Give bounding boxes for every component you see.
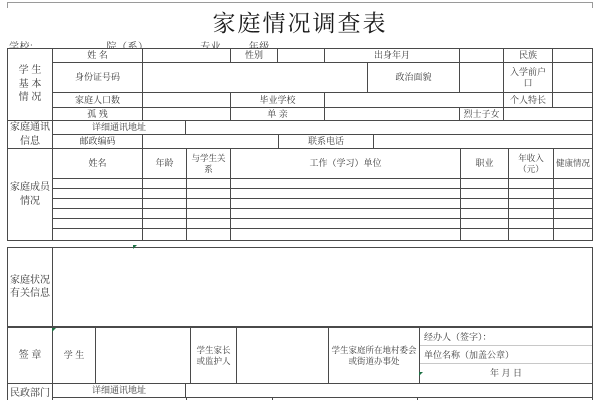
member-empty-row <box>8 219 593 229</box>
student-sign-field[interactable] <box>96 328 191 384</box>
committee-sign-field[interactable] <box>420 328 593 384</box>
martyr-child-label: 烈士子女 <box>460 108 504 121</box>
cell-marker-icon <box>52 328 56 332</box>
member-empty-cell[interactable] <box>554 179 593 189</box>
member-empty-cell[interactable] <box>554 229 593 241</box>
member-empty-row <box>8 229 593 241</box>
member-empty-cell[interactable] <box>231 229 461 241</box>
cell-marker-icon <box>133 245 137 249</box>
member-empty-cell[interactable] <box>461 229 509 241</box>
guardian-sign-label: 学生家长或监护人 <box>191 328 237 384</box>
member-empty-row <box>8 189 593 199</box>
member-empty-cell[interactable] <box>187 209 231 219</box>
gender-field[interactable] <box>278 49 325 63</box>
member-empty-cell[interactable] <box>509 219 554 229</box>
member-empty-cell[interactable] <box>554 209 593 219</box>
detailed-address-label: 详细通讯地址 <box>53 121 186 135</box>
member-col-occupation: 职业 <box>461 149 509 179</box>
member-empty-cell[interactable] <box>53 199 143 209</box>
graduated-school-label: 毕业学校 <box>231 93 325 108</box>
member-empty-cell[interactable] <box>143 219 187 229</box>
id-number-field[interactable] <box>143 63 368 93</box>
member-tbody <box>8 149 593 241</box>
single-parent-label: 单 亲 <box>231 108 325 121</box>
member-empty-cell[interactable] <box>187 189 231 199</box>
member-empty-cell[interactable] <box>187 229 231 241</box>
martyr-child-field[interactable] <box>504 108 593 121</box>
contact-phone-label: 联系电话 <box>279 135 374 149</box>
postal-code-label: 邮政编码 <box>53 135 143 149</box>
member-empty-cell[interactable] <box>509 229 554 241</box>
section-label-student-basic <box>8 49 53 121</box>
postal-code-field[interactable] <box>143 135 279 149</box>
member-empty-cell[interactable] <box>554 199 593 209</box>
member-empty-cell[interactable] <box>53 209 143 219</box>
birth-date-field[interactable] <box>460 49 504 63</box>
member-empty-cell[interactable] <box>461 179 509 189</box>
member-empty-cell[interactable] <box>143 199 187 209</box>
label-line: 家庭成员 <box>10 182 50 193</box>
date-line[interactable]: 年 月 日 <box>489 368 522 378</box>
section-label-signature: 签 章 <box>8 328 53 384</box>
label-line: 家庭通讯 <box>10 122 50 133</box>
member-empty-cell[interactable] <box>509 189 554 199</box>
label-line: 情 况 <box>18 92 42 104</box>
member-empty-cell[interactable] <box>53 189 143 199</box>
member-empty-cell[interactable] <box>187 219 231 229</box>
civil-address-label: 详细通讯地址 <box>53 384 186 398</box>
family-size-field[interactable] <box>143 93 231 108</box>
member-empty-cell[interactable] <box>143 209 187 219</box>
member-empty-cell[interactable] <box>143 179 187 189</box>
member-empty-row <box>8 199 593 209</box>
member-empty-cell[interactable] <box>231 179 461 189</box>
label-line: 情况 <box>20 195 40 207</box>
section-label-civil-affairs: 民政部门 <box>8 384 53 400</box>
member-col-relation: 与学生关系 <box>187 149 231 179</box>
member-empty-cell[interactable] <box>509 209 554 219</box>
name-field[interactable] <box>143 49 231 63</box>
member-empty-cell[interactable] <box>231 199 461 209</box>
civil-address-field[interactable] <box>186 384 593 398</box>
birth-date-label: 出身年月 <box>325 49 460 63</box>
member-empty-row <box>8 179 593 189</box>
family-contact-table <box>7 120 593 149</box>
member-empty-cell[interactable] <box>187 199 231 209</box>
committee-sign-label: 学生家庭所在地村委会或街道办事处 <box>329 328 420 384</box>
member-col-name: 姓名 <box>53 149 143 179</box>
member-empty-cell[interactable] <box>53 219 143 229</box>
member-empty-cell[interactable] <box>53 229 143 241</box>
label-line: 学 生 <box>18 65 42 77</box>
page-title: 家庭情况调查表 <box>212 10 388 36</box>
member-empty-row <box>8 209 593 219</box>
civil-affairs-table <box>7 383 593 400</box>
label-line: 信息 <box>20 135 40 147</box>
member-col-health: 健康情况 <box>554 149 593 179</box>
ethnicity-label: 民族 <box>504 49 553 63</box>
student-basic-table <box>7 48 593 121</box>
family-status-table <box>7 247 593 327</box>
detailed-address-field[interactable] <box>186 121 593 135</box>
label-line: 有关信息 <box>10 288 50 299</box>
ethnicity-field[interactable] <box>553 49 593 63</box>
name-label: 姓 名 <box>53 49 143 63</box>
label-line: 家庭状况 <box>10 274 50 286</box>
section-label-family-status <box>8 248 53 327</box>
orphan-disabled-field[interactable] <box>143 108 231 121</box>
political-status-label: 政治面貌 <box>368 63 460 93</box>
orphan-disabled-label: 孤 残 <box>53 108 143 121</box>
unit-name-line[interactable]: 单位名称（加盖公章） <box>420 346 592 364</box>
family-status-field[interactable] <box>53 248 593 327</box>
member-col-age: 年龄 <box>143 149 187 179</box>
member-empty-cell[interactable] <box>231 209 461 219</box>
section-label-family-members <box>8 149 53 241</box>
personal-specialty-field[interactable] <box>553 93 593 108</box>
member-empty-cell[interactable] <box>143 189 187 199</box>
member-empty-cell[interactable] <box>231 219 461 229</box>
id-number-label: 身份证号码 <box>53 63 143 93</box>
member-empty-cell[interactable] <box>461 199 509 209</box>
member-empty-cell[interactable] <box>461 219 509 229</box>
member-col-work-unit: 工作（学习）单位 <box>231 149 461 179</box>
student-sign-label: 学 生 <box>53 328 96 384</box>
signature-table <box>7 327 593 384</box>
single-parent-field[interactable] <box>325 108 460 121</box>
label-line: 基 本 <box>18 78 42 90</box>
pre-admission-residence-label: 入学前户口 <box>504 63 553 93</box>
member-empty-cell[interactable] <box>554 219 593 229</box>
member-empty-cell[interactable] <box>143 229 187 241</box>
member-empty-cell[interactable] <box>231 189 461 199</box>
pre-admission-residence-field[interactable] <box>553 63 593 93</box>
member-col-income: 年收入（元） <box>509 149 554 179</box>
guardian-sign-field[interactable] <box>237 328 329 384</box>
cell-marker-icon <box>419 372 423 376</box>
family-size-label: 家庭人口数 <box>53 93 143 108</box>
personal-specialty-label: 个人特长 <box>504 93 553 108</box>
handler-sign-line[interactable]: 经办人（签字）： <box>420 328 592 346</box>
graduated-school-field[interactable] <box>325 93 504 108</box>
member-empty-cell[interactable] <box>461 189 509 199</box>
family-members-table <box>7 148 593 241</box>
member-empty-cell[interactable] <box>53 179 143 189</box>
member-empty-cell[interactable] <box>461 209 509 219</box>
section-label-family-contact <box>8 121 53 149</box>
member-empty-cell[interactable] <box>509 179 554 189</box>
member-empty-cell[interactable] <box>554 189 593 199</box>
gender-label: 性别 <box>231 49 278 63</box>
member-empty-cell[interactable] <box>509 199 554 209</box>
political-status-field[interactable] <box>460 63 504 93</box>
contact-phone-field[interactable] <box>374 135 593 149</box>
member-empty-cell[interactable] <box>187 179 231 189</box>
